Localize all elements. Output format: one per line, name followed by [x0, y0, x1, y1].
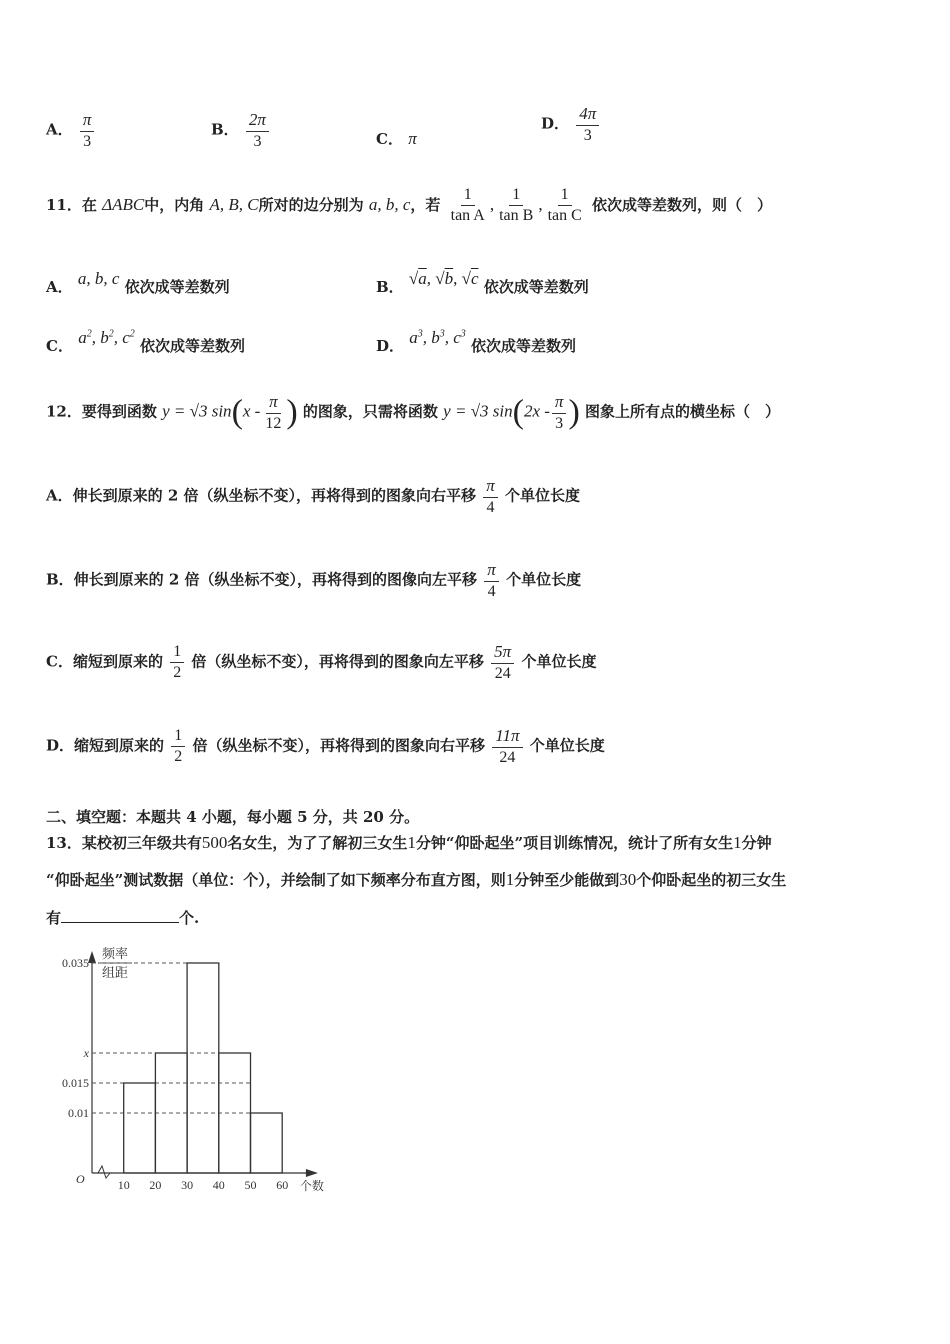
q10-option-b-label: B． — [211, 120, 239, 139]
q12-option-a-text: A．伸长到原来的 2 倍（纵坐标不变），再将得到的图象向右平移 — [46, 486, 477, 505]
q11-text: 所对的边分别为 — [258, 195, 364, 214]
q12-function-2-fraction: $\frac{\pi}{3}$ — [552, 392, 567, 433]
q11-sides: a, b, c — [368, 194, 411, 214]
q11-option-d — [376, 328, 577, 356]
q13-text: 个仰卧起坐的初三女生 — [636, 871, 787, 889]
q13-text: 有 — [46, 909, 62, 927]
q13-text: 13．某校初三年级共有 — [46, 834, 202, 852]
q12-number: 12． — [46, 402, 82, 421]
math-exponent: 2 — [86, 328, 92, 340]
x-axis-label: 个数 — [299, 1179, 324, 1193]
q11-fraction-c: $\frac{1}{\text{tan C}}$ — [547, 186, 582, 225]
y-axis-label-top: 频率 — [101, 946, 129, 961]
math-var: c — [122, 328, 130, 347]
q12-option-c-tail: 个单位长度 — [521, 652, 597, 671]
x-axis-arrow — [306, 1169, 318, 1177]
q13-text: 个. — [179, 909, 200, 927]
q13-text: 名女生，为了了解初三女生 — [227, 834, 408, 852]
q12-option-a-fraction: $\frac{\pi}{4}$ — [483, 476, 498, 517]
q12-option-c-head: C．缩短到原来的 — [46, 652, 163, 671]
q12-function-1: y = √3 sin — [162, 401, 232, 421]
q13-number: 500 — [201, 833, 228, 852]
q12-option-b — [46, 560, 581, 601]
q10-option-c — [376, 128, 417, 149]
q12-option-b-text: B．伸长到原来的 2 倍（纵坐标不变），再将得到的图像向左平移 — [46, 570, 478, 589]
q12-option-b-fraction: $\frac{\pi}{4}$ — [484, 560, 499, 601]
q11-angles: A, B, C — [209, 194, 259, 214]
q11-option-a-math: a, b, c — [77, 269, 120, 288]
q12-text: 图象上所有点的横坐标（ ） — [585, 402, 781, 421]
q11-option-b-math: √a, √b, √c — [408, 269, 479, 288]
x-tick-label: 60 — [276, 1178, 289, 1192]
q11-option-b — [376, 269, 589, 297]
q12-option-c-shift-fraction: $\frac{5\pi}{24}$ — [491, 642, 514, 683]
math-var: b — [431, 328, 440, 347]
q13-number: 1 — [407, 833, 416, 852]
left-paren: ( — [231, 393, 243, 431]
q12-option-a — [46, 476, 580, 517]
q11-option-d-text: 依次成等差数列 — [471, 337, 577, 355]
q10-option-d — [541, 104, 601, 145]
q12-stem — [46, 392, 780, 433]
q11-triangle: ΔABC — [102, 194, 145, 214]
q12-option-b-tail: 个单位长度 — [506, 570, 582, 589]
math-var: b — [444, 269, 454, 288]
q11-option-d-label: D． — [376, 337, 405, 355]
x-tick-label: 30 — [181, 1178, 194, 1192]
q13-text: “仰卧起坐”测试数据（单位：个），并绘制了如下频率分布直方图，则 — [46, 871, 506, 889]
histogram-bar — [124, 1083, 156, 1173]
q11-option-c-math: $a^2$, $b^2$, $c^2$ — [78, 328, 135, 347]
math-exponent: 3 — [439, 328, 445, 340]
section-2-heading: 二、填空题：本题共 4 小题，每小题 5 分，共 20 分。 — [46, 808, 420, 826]
q11-option-b-text: 依次成等差数列 — [483, 278, 589, 296]
q12-function-2-arg: 2x - — [523, 401, 550, 421]
q12-option-c-mid: 倍（纵坐标不变），再将得到的图象向左平移 — [191, 652, 484, 671]
y-axis-arrow — [88, 951, 96, 963]
q12-function-2: y = √3 sin — [443, 401, 513, 421]
q11-number: 11． — [46, 195, 82, 214]
q12-option-c — [46, 642, 596, 683]
q11-fraction-a: $\frac{1}{\text{tan A}}$ — [450, 186, 485, 225]
right-paren: ) — [286, 393, 298, 431]
q12-option-d-scale-fraction: $\frac{1}{2}$ — [171, 727, 185, 767]
math-var: b — [100, 328, 109, 347]
q11-option-c-label: C． — [46, 337, 73, 355]
q12-text: 的图象，只需将函数 — [302, 402, 438, 421]
q12-option-a-tail: 个单位长度 — [505, 486, 581, 505]
frequency-histogram — [40, 935, 340, 1200]
q11-fraction-b: $\frac{1}{\text{tan B}}$ — [499, 186, 534, 225]
q13-line-1 — [46, 832, 772, 853]
math-exponent: 3 — [460, 328, 466, 340]
q13-number: 30 — [619, 870, 637, 889]
math-var: a — [409, 328, 418, 347]
q13-text: 分钟至少能做到 — [514, 871, 620, 889]
q13-text: 分钟 — [741, 834, 772, 852]
q12-option-d-tail: 个单位长度 — [529, 736, 605, 755]
y-tick-label: 0.035 — [62, 956, 89, 970]
q12-option-c-scale-fraction: $\frac{1}{2}$ — [170, 643, 184, 683]
y-tick-label: 0.01 — [68, 1106, 89, 1120]
answer-blank[interactable] — [61, 908, 179, 923]
histogram-bar — [251, 1113, 283, 1173]
q12-function-1-fraction: $\frac{\pi}{12}$ — [265, 392, 282, 432]
q11-option-a — [46, 269, 230, 297]
y-tick-label: 0.015 — [62, 1076, 89, 1090]
q13-line-3 — [46, 907, 199, 928]
q10-option-a-fraction: $\frac{\pi}{3}$ — [80, 110, 95, 151]
x-tick-label: 40 — [212, 1178, 225, 1192]
x-tick-label: 10 — [117, 1178, 130, 1192]
q11-option-c-text: 依次成等差数列 — [139, 337, 245, 355]
q11-option-a-text: 依次成等差数列 — [124, 278, 230, 296]
q12-option-d-head: D．缩短到原来的 — [46, 736, 165, 755]
q13-number: 1 — [505, 870, 515, 889]
axis-break-icon — [98, 1166, 110, 1178]
right-paren: ) — [568, 393, 580, 431]
q11-text: 在 — [81, 195, 97, 214]
origin-label: O — [76, 1172, 85, 1186]
q13-text: 分钟“仰卧起坐”项目训练情况，统计了所有女生 — [415, 834, 734, 852]
q12-function-1-arg: x - — [242, 401, 261, 421]
q12-option-d — [46, 726, 605, 767]
q11-stem — [46, 186, 772, 226]
q10-option-b-fraction: $\frac{2\pi}{3}$ — [246, 110, 269, 151]
q11-option-b-label: B． — [376, 278, 404, 296]
q10-option-b — [211, 110, 271, 151]
left-paren: ( — [512, 393, 524, 431]
q10-option-a — [46, 110, 96, 151]
histogram-bar — [187, 963, 219, 1173]
q11-option-d-math: $a^3$, $b^3$, $c^3$ — [409, 328, 466, 347]
math-exponent: 3 — [417, 328, 423, 340]
math-var: a — [418, 269, 427, 288]
math-comma: , — [538, 194, 543, 214]
q12-option-d-mid: 倍（纵坐标不变），再将得到的图象向右平移 — [192, 736, 485, 755]
q12-text: 要得到函数 — [81, 402, 157, 421]
math-exponent: 2 — [108, 328, 114, 340]
q11-text: 中，内角 — [144, 195, 205, 214]
q12-option-d-shift-fraction: $\frac{11\pi}{24}$ — [492, 726, 522, 767]
q10-option-a-label: A． — [46, 120, 73, 139]
math-var: c — [470, 269, 479, 288]
q10-option-c-value: π — [408, 129, 417, 148]
q13-line-2 — [46, 869, 786, 890]
x-tick-label: 20 — [149, 1178, 162, 1192]
math-var: c — [453, 328, 461, 347]
q10-option-d-label: D． — [541, 114, 570, 133]
q11-text: 依次成等差数列，则（ ） — [592, 195, 773, 214]
math-var: a — [78, 328, 87, 347]
y-tick-label: x — [83, 1046, 89, 1060]
math-comma: , — [489, 194, 495, 214]
q11-option-c — [46, 328, 245, 356]
math-exponent: 2 — [129, 328, 135, 340]
q13-number: 1 — [733, 833, 742, 852]
q10-option-c-label: C． — [376, 130, 403, 148]
y-axis-label-bottom: 组距 — [101, 965, 129, 980]
q11-text: ，若 — [410, 195, 441, 214]
q10-option-d-fraction: $\frac{4\pi}{3}$ — [576, 104, 599, 145]
q11-option-a-label: A． — [46, 278, 73, 296]
x-tick-label: 50 — [244, 1178, 257, 1192]
